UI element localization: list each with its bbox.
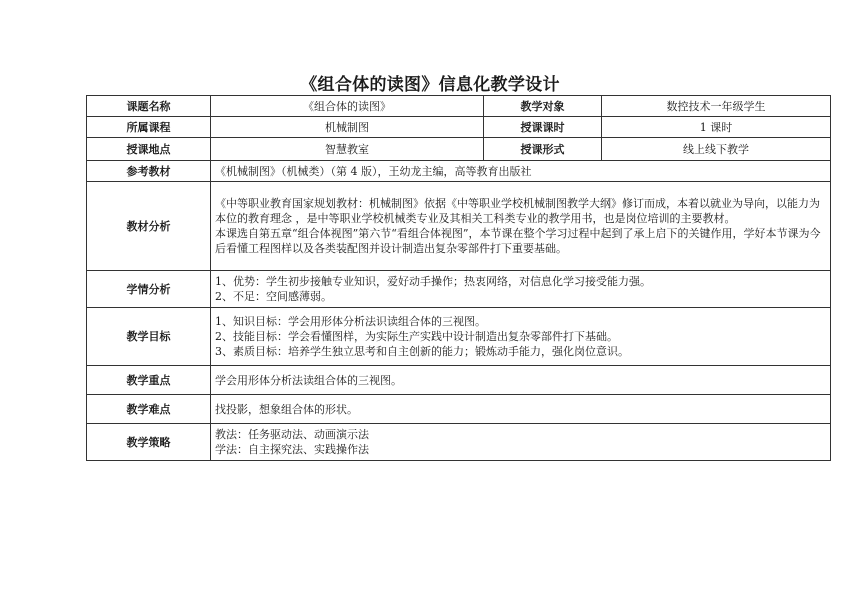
table-row <box>87 138 831 161</box>
table-row <box>87 96 831 117</box>
table-row <box>87 424 831 461</box>
hours-label: 授课课时 <box>484 117 602 138</box>
format-value: 线上线下教学 <box>602 138 831 161</box>
lesson-plan-table <box>86 95 831 461</box>
material-analysis-paragraph-2: 本课选自第五章“组合体视图”第六节“看组合体视图”，本节课在整个学习过程中起到了承上启下的关键作用，学好本节课为今后看懂工程图样以及各类装配图并设计制造出复杂零部件打下重要基础。 <box>215 227 821 255</box>
course-value: 机械制图 <box>211 117 484 138</box>
table-row <box>87 395 831 424</box>
strategy-line-1: 教法：任务驱动法、动画演示法 <box>215 428 369 441</box>
audience-value: 数控技术一年级学生 <box>602 96 831 117</box>
strategy-text <box>211 424 831 461</box>
key-point-label: 教学重点 <box>87 366 211 395</box>
reference-text: 《机械制图》（机械类）（第 4 版），王幼龙主编，高等教育出版社 <box>211 161 831 182</box>
document-title: 《组合体的读图》信息化教学设计 <box>300 75 560 95</box>
reference-label: 参考教材 <box>87 161 211 182</box>
hours-value: 1 课时 <box>602 117 831 138</box>
course-label: 所属课程 <box>87 117 211 138</box>
material-analysis-text <box>211 182 831 271</box>
location-value: 智慧教室 <box>211 138 484 161</box>
location-label: 授课地点 <box>87 138 211 161</box>
key-point-text: 学会用形体分析法读组合体的三视图。 <box>211 366 831 395</box>
objectives-label: 教学目标 <box>87 308 211 366</box>
student-analysis-line-1: 1、优势：学生初步接触专业知识，爱好动手操作；热衷网络，对信息化学习接受能力强。 <box>215 275 651 288</box>
topic-label: 课题名称 <box>87 96 211 117</box>
difficulty-text: 找投影，想象组合体的形状。 <box>211 395 831 424</box>
student-analysis-label: 学情分析 <box>87 271 211 308</box>
table-row <box>87 161 831 182</box>
table-row <box>87 117 831 138</box>
audience-label: 教学对象 <box>484 96 602 117</box>
table-row <box>87 271 831 308</box>
difficulty-label: 教学难点 <box>87 395 211 424</box>
strategy-line-2: 学法：自主探究法、实践操作法 <box>215 443 369 456</box>
student-analysis-line-2: 2、不足：空间感薄弱。 <box>215 290 332 303</box>
table-row <box>87 366 831 395</box>
objectives-text <box>211 308 831 366</box>
table-row <box>87 182 831 271</box>
strategy-label: 教学策略 <box>87 424 211 461</box>
student-analysis-text <box>211 271 831 308</box>
objectives-line-1: 1、知识目标：学会用形体分析法识读组合体的三视图。 <box>215 315 486 328</box>
format-label: 授课形式 <box>484 138 602 161</box>
objectives-line-2: 2、技能目标：学会看懂图样，为实际生产实践中设计制造出复杂零部件打下基础。 <box>215 330 618 343</box>
table-row <box>87 308 831 366</box>
topic-value: 《组合体的读图》 <box>211 96 484 117</box>
objectives-line-3: 3、素质目标：培养学生独立思考和自主创新的能力；锻炼动手能力，强化岗位意识。 <box>215 345 629 358</box>
material-analysis-label: 教材分析 <box>87 182 211 271</box>
material-analysis-paragraph-1: 《中等职业教育国家规划教材：机械制图》依据《中等职业学校机械制图教学大纲》修订而成，本着以就业为导向，以能力为本位的教育理念 ，是中等职业学校机械类专业及其相关工科类专业的教学用书，也是岗位培训的主要教材。 <box>215 197 820 225</box>
